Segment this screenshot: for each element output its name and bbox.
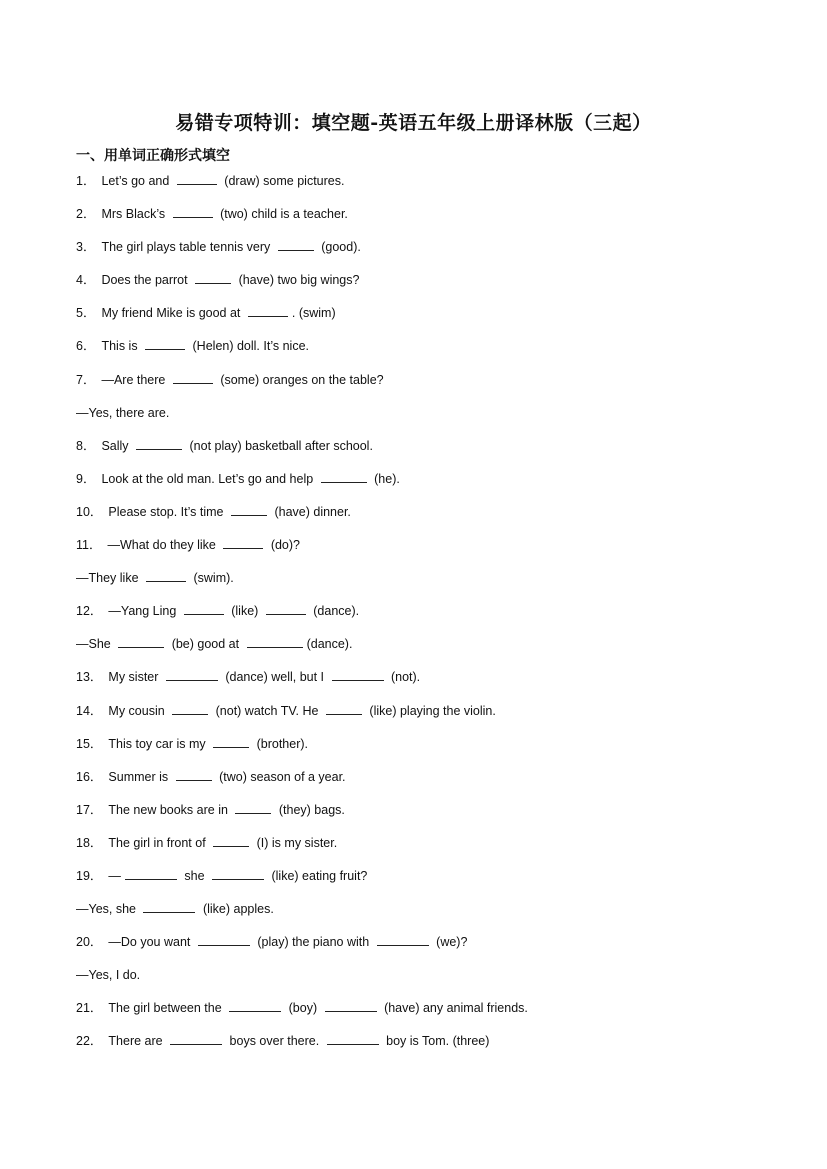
- answer-blank[interactable]: [325, 999, 377, 1012]
- answer-blank[interactable]: [136, 437, 182, 450]
- sentence-text: she: [180, 868, 209, 883]
- exercise-line: [76, 734, 776, 767]
- answer-blank[interactable]: [176, 768, 212, 781]
- page-title: 易错专项特训：填空题-英语五年级上册译林版（三起）: [175, 112, 652, 134]
- sentence-text: (have) any animal friends.: [380, 1001, 528, 1016]
- question-number: 11．: [76, 538, 102, 553]
- exercise-line: [76, 866, 776, 899]
- sentence-text: (Helen) doll. It’s nice.: [189, 339, 310, 354]
- answer-blank[interactable]: [321, 470, 367, 483]
- sentence-text: This is: [101, 339, 142, 354]
- question-number: 16．: [76, 769, 103, 784]
- sentence-text: (like) playing the violin.: [365, 703, 496, 718]
- sentence-text: The girl plays table tennis very: [101, 240, 274, 255]
- question-number: 1．: [76, 174, 96, 188]
- sentence-text: My sister: [108, 670, 162, 685]
- exercise-line: [76, 436, 776, 469]
- sentence-text: Mrs Black’s: [101, 207, 169, 222]
- answer-blank[interactable]: [173, 371, 213, 384]
- answer-blank[interactable]: [229, 999, 281, 1012]
- answer-blank[interactable]: [198, 933, 250, 946]
- answer-blank[interactable]: [231, 503, 267, 516]
- answer-blank[interactable]: [170, 1032, 222, 1045]
- sentence-text: (dance).: [306, 637, 353, 652]
- answer-blank[interactable]: [213, 735, 249, 748]
- question-number: 13．: [76, 670, 103, 685]
- sentence-text: —Yang Ling: [108, 604, 180, 619]
- sentence-text: —What do they like: [107, 538, 220, 553]
- answer-blank[interactable]: [266, 602, 306, 615]
- question-number: 8．: [76, 438, 96, 453]
- sentence-text: —Yes, she: [76, 902, 140, 917]
- sentence-text: —Yes, I do.: [76, 968, 141, 983]
- answer-blank[interactable]: [118, 635, 164, 648]
- exercise-line: [76, 171, 776, 204]
- exercise-line: [76, 767, 776, 800]
- sentence-text: (like): [227, 604, 262, 619]
- sentence-text: (not).: [387, 670, 421, 685]
- exercise-line: [76, 800, 776, 833]
- sentence-text: Please stop. It’s time: [108, 504, 227, 519]
- sentence-text: (draw) some pictures.: [220, 174, 345, 188]
- sentence-text: —She: [76, 637, 115, 652]
- sentence-text: (I) is my sister.: [253, 835, 338, 850]
- sentence-text: Look at the old man. Let’s go and help: [101, 471, 317, 486]
- exercise-line: [76, 336, 776, 369]
- sentence-text: —: [108, 868, 121, 883]
- question-number: 17．: [76, 802, 103, 817]
- answer-blank[interactable]: [143, 900, 195, 913]
- answer-blank[interactable]: [173, 205, 213, 218]
- question-number: 21．: [76, 1001, 103, 1016]
- sentence-text: (play) the piano with: [253, 935, 373, 950]
- sentence-text: The girl between the: [108, 1001, 226, 1016]
- sentence-text: (good).: [317, 240, 361, 255]
- exercise-list: [76, 171, 776, 1065]
- answer-blank[interactable]: [125, 867, 177, 880]
- question-number: 20．: [76, 935, 103, 950]
- exercise-line: [76, 667, 776, 700]
- question-number: 5．: [76, 306, 96, 321]
- exercise-line: [76, 833, 776, 866]
- sentence-text: Summer is: [108, 769, 172, 784]
- question-number: 2．: [76, 207, 96, 222]
- sentence-text: The new books are in: [108, 802, 232, 817]
- section-heading: 一、用单词正确形式填空: [76, 147, 230, 163]
- exercise-line: [76, 899, 776, 932]
- answer-blank[interactable]: [212, 867, 264, 880]
- sentence-text: (he).: [370, 471, 400, 486]
- exercise-line: [76, 270, 776, 303]
- sentence-text: (we)?: [432, 935, 468, 950]
- answer-blank[interactable]: [377, 933, 429, 946]
- sentence-text: —Are there: [101, 372, 169, 387]
- sentence-text: (two) child is a teacher.: [216, 207, 348, 222]
- answer-blank[interactable]: [166, 668, 218, 681]
- exercise-line: [76, 601, 776, 634]
- question-number: 9．: [76, 471, 96, 486]
- sentence-text: (they) bags.: [275, 802, 345, 817]
- answer-blank[interactable]: [247, 635, 303, 648]
- exercise-line: [76, 1031, 776, 1064]
- sentence-text: (dance) well, but I: [221, 670, 328, 685]
- exercise-line: [76, 932, 776, 965]
- sentence-text: (like) eating fruit?: [268, 868, 368, 883]
- exercise-line: [76, 370, 776, 403]
- question-number: 4．: [76, 273, 96, 288]
- question-number: 6．: [76, 339, 96, 354]
- sentence-text: (have) dinner.: [270, 504, 351, 519]
- sentence-text: (not play) basketball after school.: [186, 438, 373, 453]
- sentence-text: This toy car is my: [108, 736, 210, 751]
- question-number: 19．: [76, 868, 103, 883]
- sentence-text: My cousin: [108, 703, 169, 718]
- answer-blank[interactable]: [145, 337, 185, 350]
- exercise-line: [76, 469, 776, 502]
- sentence-text: Let’s go and: [101, 174, 173, 188]
- sentence-text: (not) watch TV. He: [212, 703, 322, 718]
- answer-blank[interactable]: [195, 271, 231, 284]
- sentence-text: —Do you want: [108, 935, 194, 950]
- sentence-text: Sally: [101, 438, 133, 453]
- answer-blank[interactable]: [327, 1032, 379, 1045]
- answer-blank[interactable]: [146, 569, 186, 582]
- exercise-line: [76, 204, 776, 237]
- answer-blank[interactable]: [278, 238, 314, 251]
- exercise-line: [76, 965, 776, 998]
- question-number: 7．: [76, 372, 96, 387]
- answer-blank[interactable]: [213, 834, 249, 847]
- sentence-text: (brother).: [253, 736, 309, 751]
- answer-blank[interactable]: [184, 602, 224, 615]
- sentence-text: —Yes, there are.: [76, 405, 170, 420]
- sentence-text: Does the parrot: [101, 273, 192, 288]
- sentence-text: (dance).: [309, 604, 360, 619]
- exercise-line: [76, 237, 776, 270]
- question-number: 22．: [76, 1034, 103, 1049]
- exercise-line: [76, 303, 776, 336]
- answer-blank[interactable]: [223, 536, 263, 549]
- sentence-text: My friend Mike is good at: [101, 306, 244, 321]
- sentence-text: There are: [108, 1034, 167, 1049]
- question-number: 15．: [76, 736, 103, 751]
- question-number: 18．: [76, 835, 103, 850]
- sentence-text: boy is Tom. (three): [382, 1034, 490, 1049]
- exercise-line: [76, 403, 776, 436]
- question-number: 14．: [76, 703, 103, 718]
- exercise-line: [76, 502, 776, 535]
- answer-blank[interactable]: [248, 304, 288, 317]
- sentence-text: (do)?: [267, 538, 300, 553]
- sentence-text: (be) good at: [168, 637, 243, 652]
- sentence-text: (some) oranges on the table?: [216, 372, 384, 387]
- sentence-text: (boy): [285, 1001, 321, 1016]
- question-number: 10．: [76, 504, 103, 519]
- answer-blank[interactable]: [235, 801, 271, 814]
- exercise-line: [76, 568, 776, 601]
- question-number: 12．: [76, 604, 103, 619]
- answer-blank[interactable]: [177, 172, 217, 185]
- exercise-line: [76, 634, 776, 667]
- sentence-text: (two) season of a year.: [215, 769, 346, 784]
- exercise-line: [76, 701, 776, 734]
- answer-blank[interactable]: [332, 668, 384, 681]
- sentence-text: (have) two big wings?: [235, 273, 360, 288]
- exercise-line: [76, 998, 776, 1031]
- sentence-text: (swim).: [190, 571, 234, 586]
- sentence-text: —They like: [76, 571, 142, 586]
- question-number: 3．: [76, 240, 96, 255]
- sentence-text: The girl in front of: [108, 835, 210, 850]
- sentence-text: . (swim): [291, 306, 336, 321]
- sentence-text: boys over there.: [226, 1034, 323, 1049]
- answer-blank[interactable]: [172, 702, 208, 715]
- answer-blank[interactable]: [326, 702, 362, 715]
- sentence-text: (like) apples.: [199, 902, 274, 917]
- exercise-line: [76, 535, 776, 568]
